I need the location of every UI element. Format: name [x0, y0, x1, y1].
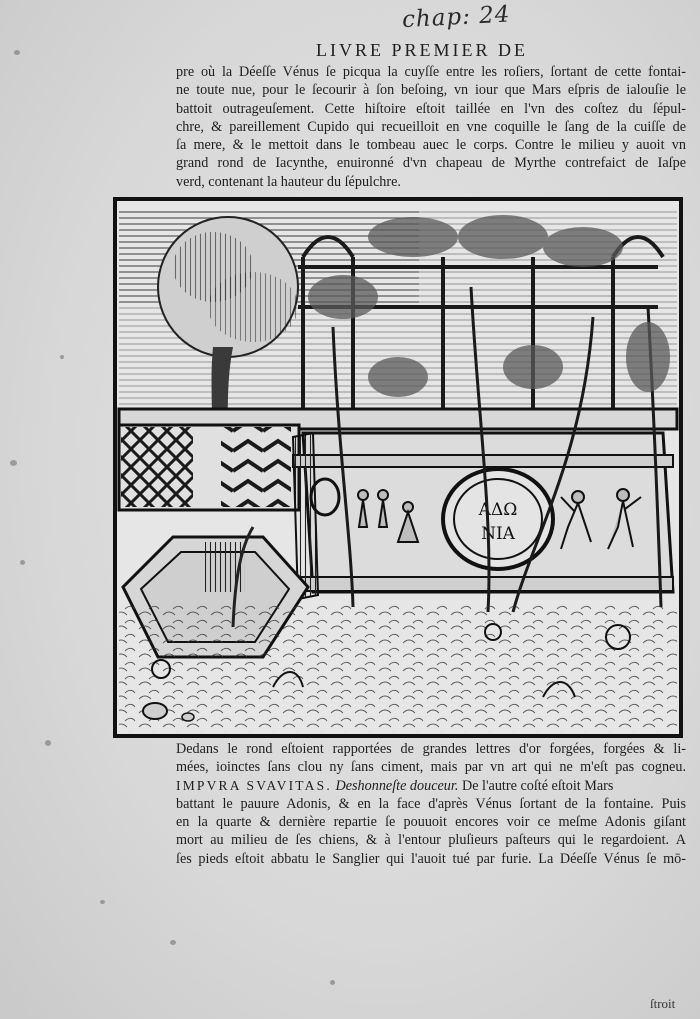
bottom-paragraph — [176, 740, 686, 868]
text-line: en la quarte & dernière repartie ſe pouuoit encores voir ce meſme Adonis giſant — [176, 814, 686, 831]
top-paragraph — [176, 63, 686, 191]
text-line: Dedans le rond eſtoient rapportées de grandes lettres d'or forgées, forgées & li- — [176, 741, 686, 757]
foxing-spot — [330, 980, 335, 985]
text-line: mort au milieu de ſes chiens, & à l'entour pluſieurs paſteurs qui le regardoient. A — [176, 832, 686, 849]
text-line: chre, & pareillement Cupido qui recueilloit en vne coquille le ſang de la cuiſſe de — [176, 118, 686, 135]
foxing-spot — [60, 355, 64, 359]
text-line: mées, ioinctes ſans clou ny ſans ciment, mais par vn art qui ne m'eſt pas cogneu. — [176, 759, 686, 776]
running-head: LIVRE PREMIER DE — [316, 40, 528, 60]
woodcut-garden-scene — [113, 197, 683, 738]
text-line: verd, contenant la hauteur du ſépulchre. — [176, 173, 401, 190]
foxing-spot — [10, 460, 17, 466]
text-line: battoit outrageuſement. Cette hiſtoire eſtoit taillée en l'vn des coſtez du ſépul- — [176, 100, 686, 117]
text-line: ne toute nue, pour le ſecourir à ſon beſoing, vn iour que Mars eſpris de ialouſie le — [176, 82, 686, 99]
foxing-spot — [170, 940, 176, 945]
text-line: pre où la Déeſſe Vénus ſe picqua la cuyſſe entre les roſiers, ſortant de cette fontai- — [176, 64, 686, 80]
text-line: ſa mere, & le mettoit dans le tombeau auec le corps. Contre le milieu y auoit vn — [176, 137, 686, 154]
catchword: ſtroit — [650, 996, 676, 1011]
text-line: grand rond de Iacynthe, enuironné d'vn chapeau de Myrthe contrefaict de Iaſpe — [176, 155, 686, 172]
handwritten-margin-note: chap: 24 — [401, 1, 512, 34]
inscription-translation: Deshonneſte douceur. — [335, 777, 459, 794]
foxing-spot — [14, 50, 20, 55]
text-line: battant le pauure Adonis, & en la face d'après Vénus ſortant de la fontaine. Puis — [176, 795, 686, 812]
foxing-spot — [100, 900, 105, 904]
medallion-inscription-line1: ΑΔΩ — [478, 500, 518, 520]
text-line-inscription — [176, 777, 686, 795]
latin-inscription: IMPVRA SVAVITAS. — [176, 777, 332, 793]
text-line: ſes pieds eſtoit abbatu le Sanglier qui l'auoit tué par furie. La Déeſſe Vénus ſe mō- — [176, 850, 686, 867]
woodcut-illustration — [113, 197, 683, 738]
foxing-spot — [45, 740, 51, 746]
text-fragment: De l'autre coſté eſtoit Mars — [461, 777, 614, 794]
medallion-inscription-line2: ΝΙΑ — [481, 524, 515, 544]
foxing-spot — [20, 560, 25, 565]
